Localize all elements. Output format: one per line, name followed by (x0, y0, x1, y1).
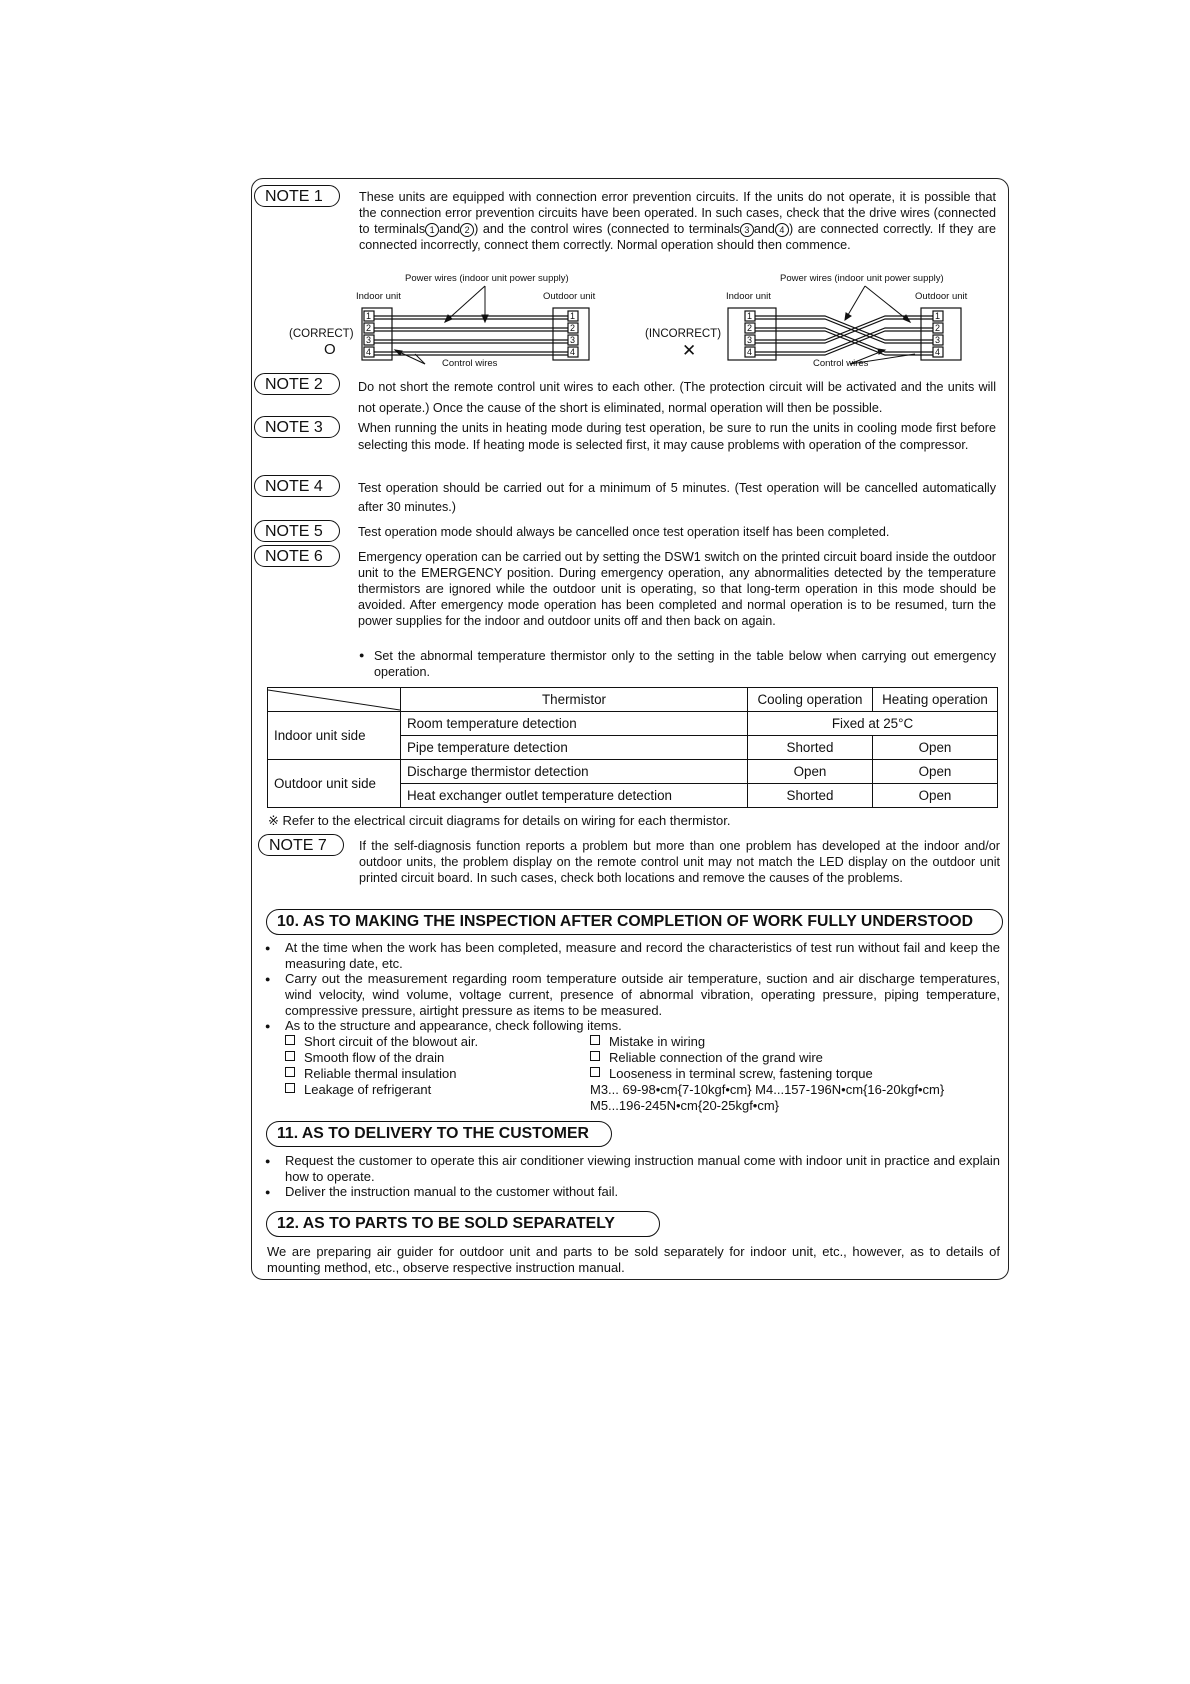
svg-text:4: 4 (570, 347, 576, 357)
svg-text:3: 3 (570, 335, 576, 345)
r2-heat: Open (873, 736, 998, 760)
svg-text:3: 3 (366, 335, 372, 345)
section-10-bullets (265, 940, 1000, 1034)
outdoor-side-cell: Outdoor unit side (268, 760, 401, 808)
note-7-text: If the self-diagnosis function reports a problem but more than one problem has developed at the indoor and/or outdoor units, the problem display on the remote control unit may not match the LED display on the outdoor unit printed circuit board. In such cases, check both locations and remove the causes of the problems. (359, 839, 1000, 885)
r3-cool: Open (748, 760, 873, 784)
incorrect-indoor-unit-label: Indoor unit (726, 291, 771, 302)
incorrect-mark: ✕ (682, 341, 697, 360)
r4-heat: Open (873, 784, 998, 808)
correct-outdoor-unit-label: Outdoor unit (543, 291, 596, 302)
correct-mark: O (324, 341, 336, 358)
check-item: Reliable thermal insulation (285, 1066, 456, 1082)
svg-text:4: 4 (935, 347, 941, 357)
section-11-heading: 11. AS TO DELIVERY TO THE CUSTOMER (266, 1121, 612, 1147)
r2-name: Pipe temperature detection (401, 736, 748, 760)
r4-name: Heat exchanger outlet temperature detection (401, 784, 748, 808)
svg-text:4: 4 (366, 347, 372, 357)
torque-m3-m4: M3... 69-98•cm{7-10kgf•cm} M4...157-196N•cm{16-20kgf•cm} (590, 1082, 945, 1097)
incorrect-control-wires-label: Control wires (813, 358, 869, 369)
correct-label: (CORRECT) (289, 328, 354, 340)
r2-cool: Shorted (748, 736, 873, 760)
note-6-bullet-dot: ● (359, 650, 365, 660)
table-corner-cell (268, 688, 401, 712)
table-footnote: ※ Refer to the electrical circuit diagrams for details on wiring for each thermistor. (268, 813, 731, 828)
svg-text:2: 2 (570, 323, 576, 333)
note-6-bullet: Set the abnormal temperature thermistor only to the setting in the table below when carrying out emergency operation. (374, 649, 996, 679)
note-5-label: NOTE 5 (254, 520, 340, 542)
correct-control-wires-label: Control wires (442, 358, 498, 369)
section-12-heading: 12. AS TO PARTS TO BE SOLD SEPARATELY (266, 1211, 660, 1237)
svg-text:1: 1 (747, 311, 753, 321)
r3-heat: Open (873, 760, 998, 784)
section-11-bullets (265, 1153, 1000, 1200)
list-item: ● As to the structure and appearance, check following items. (265, 1018, 1000, 1034)
th-heating: Heating operation (873, 688, 998, 712)
checkbox-icon (590, 1051, 600, 1061)
correct-power-wires-label: Power wires (indoor unit power supply) (405, 273, 569, 284)
r4-cool: Shorted (748, 784, 873, 808)
note-2-text: Do not short the remote control unit wires to each other. (The protection circuit will be activated and the units will not operate.) Once the cause of the short is eliminated, normal operation will then be possible. (358, 380, 996, 415)
check-item: Smooth flow of the drain (285, 1050, 444, 1066)
check-item: Mistake in wiring (590, 1034, 705, 1050)
svg-text:4: 4 (747, 347, 753, 357)
correct-indoor-unit-label: Indoor unit (356, 291, 401, 302)
checkbox-icon (590, 1067, 600, 1077)
svg-text:3: 3 (935, 335, 941, 345)
list-item: ● Carry out the measurement regarding room temperature outside air temperature, suction and air discharge temperatures, wind velocity, wind volume, voltage current, presence of abnormal vibration, operating pressure, piping temperature, compressive pressure, airtight pressure as items to be measured. (265, 971, 1000, 1019)
check-item: Short circuit of the blowout air. (285, 1034, 478, 1050)
note-4-text: Test operation should be carried out for a minimum of 5 minutes. (Test operation will be cancelled automatically after 30 minutes.) (358, 481, 996, 514)
note-6-text: Emergency operation can be carried out by setting the DSW1 switch on the printed circuit board inside the outdoor unit to the EMERGENCY position. During emergency operation, any abnormalities detected by the temperature thermistors are ignored while the outdoor unit is operating, so that long-term operation in this mode should be avoided. After emergency mode operation has been completed and normal operation is to be resumed, turn the power supplies for the indoor and outdoor units off and then back on again. (358, 550, 996, 628)
thermistor-table (267, 687, 998, 808)
svg-text:2: 2 (935, 323, 941, 333)
correct-wires (374, 316, 568, 355)
wiring-diagram (285, 272, 995, 372)
note-7-label: NOTE 7 (258, 834, 344, 856)
note-3-label: NOTE 3 (254, 416, 340, 438)
svg-text:1: 1 (570, 311, 576, 321)
svg-text:2: 2 (366, 323, 372, 333)
note-6-label: NOTE 6 (254, 545, 340, 567)
svg-text:1: 1 (935, 311, 941, 321)
r1-merged: Fixed at 25°C (748, 712, 998, 736)
check-item: Leakage of refrigerant (285, 1082, 431, 1098)
checkbox-icon (285, 1051, 295, 1061)
r3-name: Discharge thermistor detection (401, 760, 748, 784)
note-2-label: NOTE 2 (254, 373, 340, 395)
incorrect-label: (INCORRECT) (645, 328, 722, 340)
checkbox-icon (590, 1035, 600, 1045)
check-item: Reliable connection of the grand wire (590, 1050, 823, 1066)
th-cooling: Cooling operation (748, 688, 873, 712)
section-10-heading: 10. AS TO MAKING THE INSPECTION AFTER COMPLETION OF WORK FULLY UNDERSTOOD (266, 909, 1003, 935)
list-item: ● Deliver the instruction manual to the customer without fail. (265, 1184, 1000, 1200)
note-5-text: Test operation mode should always be cancelled once test operation itself has been completed. (358, 525, 890, 539)
list-item: ● At the time when the work has been completed, measure and record the characteristics of test run without fail and keep the measuring date, etc. (265, 940, 1000, 972)
incorrect-outdoor-unit-label: Outdoor unit (915, 291, 968, 302)
th-thermistor: Thermistor (401, 688, 748, 712)
checkbox-icon (285, 1083, 295, 1093)
checkbox-icon (285, 1067, 295, 1077)
svg-text:1: 1 (366, 311, 372, 321)
svg-text:3: 3 (747, 335, 753, 345)
checkbox-icon (285, 1035, 295, 1045)
note-1-label: NOTE 1 (254, 185, 340, 207)
incorrect-power-wires-label: Power wires (indoor unit power supply) (780, 273, 944, 284)
svg-text:2: 2 (747, 323, 753, 333)
note-4-label: NOTE 4 (254, 475, 340, 497)
indoor-side-cell: Indoor unit side (268, 712, 401, 760)
incorrect-wires (755, 316, 933, 355)
note-3-text: When running the units in heating mode during test operation, be sure to run the units in cooling mode first before selecting this mode. If heating mode is selected first, it may cause problems with operation of the compressor. (358, 421, 996, 452)
section-12-text: We are preparing air guider for outdoor unit and parts to be sold separately for indoor unit, etc., however, as to details of mounting method, etc., observe respective instruction manual. (267, 1244, 1000, 1275)
note-1-text: These units are equipped with connection error prevention circuits. If the units do not operate, it is possible that the connection error prevention circuits have been operated. In such cases, check that the drive wires (connected to terminals 1 and 2 ) and the control wires (connected to terminals 3 and 4 ) are connected correctly. If they are connected incorrectly, connect them correctly. Normal operation should then commence. (359, 190, 996, 252)
check-item: Looseness in terminal screw, fastening torque (590, 1066, 873, 1082)
torque-m5: M5...196-245N•cm{20-25kgf•cm} (590, 1098, 780, 1113)
list-item: ● Request the customer to operate this air conditioner viewing instruction manual come with indoor unit in practice and explain how to operate. (265, 1153, 1000, 1185)
r1-name: Room temperature detection (401, 712, 748, 736)
table-corner-diagonal (268, 688, 400, 711)
